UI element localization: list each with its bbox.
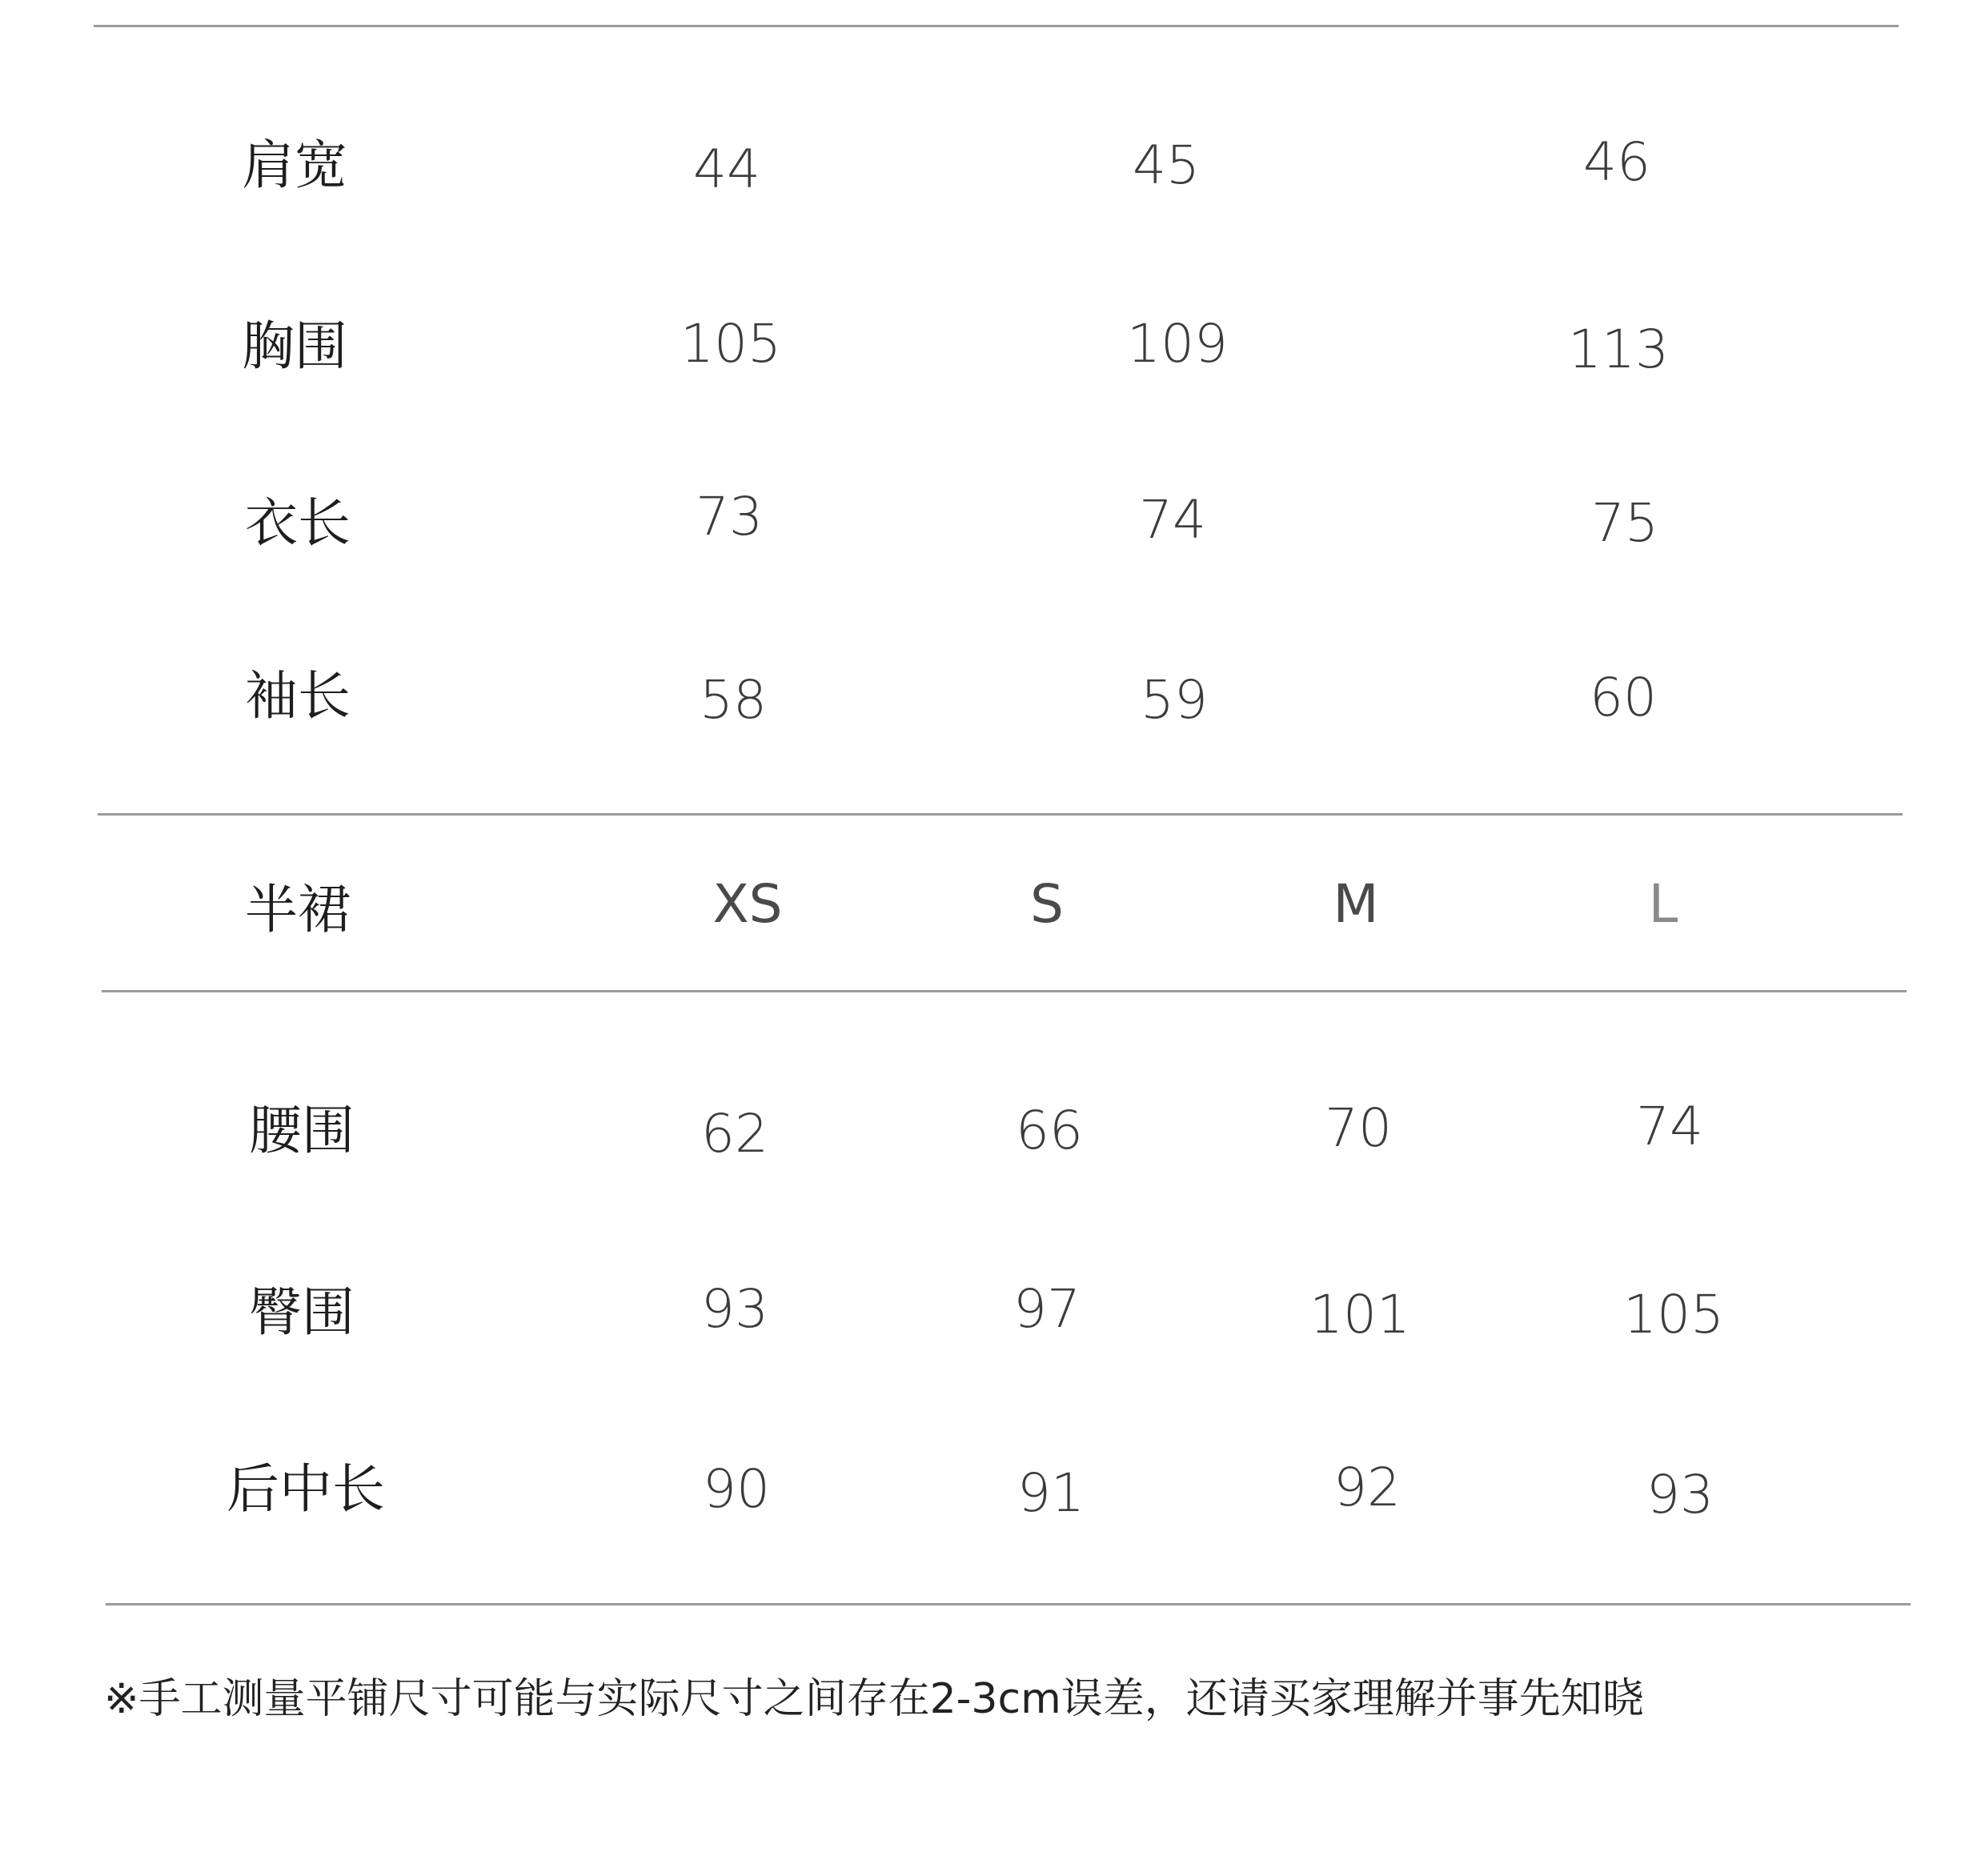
size-value: 60 [1590,667,1657,728]
size-value: 66 [1016,1100,1083,1161]
top-divider [94,25,1899,27]
row-label: 后中长 [227,1458,385,1520]
row-label: 臀围 [249,1281,355,1343]
size-value: 58 [700,669,767,731]
row-label: 胸围 [242,315,347,377]
size-value: 75 [1591,492,1658,554]
size-header-s: S [1030,873,1064,935]
row-label: 袖长 [245,665,351,727]
size-value: 109 [1127,313,1228,375]
size-value: 91 [1017,1462,1085,1524]
size-value: 70 [1325,1097,1392,1159]
measurement-note: ※手工测量平铺尺寸可能与实际尺寸之间存在2-3cm误差，还请买家理解并事先知晓 [104,1675,1644,1723]
size-header-l: L [1648,873,1678,935]
size-value: 45 [1133,134,1200,196]
mid-divider-upper [98,813,1903,816]
size-value: 113 [1568,319,1669,380]
mid-divider-lower [102,990,1907,992]
size-value: 74 [1139,489,1206,551]
size-header-m: M [1333,873,1379,935]
size-value: 92 [1333,1457,1401,1518]
size-value: 105 [1623,1284,1724,1345]
size-value: 105 [680,313,781,375]
bottom-divider [106,1603,1911,1605]
row-label: 腰围 [249,1100,355,1161]
size-value: 62 [701,1103,768,1164]
size-value: 44 [693,138,760,200]
size-header-xs: XS [712,873,783,935]
skirt-table-title: 半裙 [245,879,351,940]
size-value: 59 [1141,669,1208,731]
size-value: 90 [703,1458,770,1520]
size-value: 46 [1583,131,1650,193]
row-label: 衣长 [245,492,351,554]
size-value: 74 [1636,1096,1703,1157]
size-value: 73 [696,486,763,547]
size-value: 93 [1646,1464,1714,1525]
size-value: 93 [701,1278,768,1340]
size-value: 97 [1013,1278,1081,1340]
row-label: 肩宽 [242,134,347,196]
size-value: 101 [1309,1284,1410,1345]
